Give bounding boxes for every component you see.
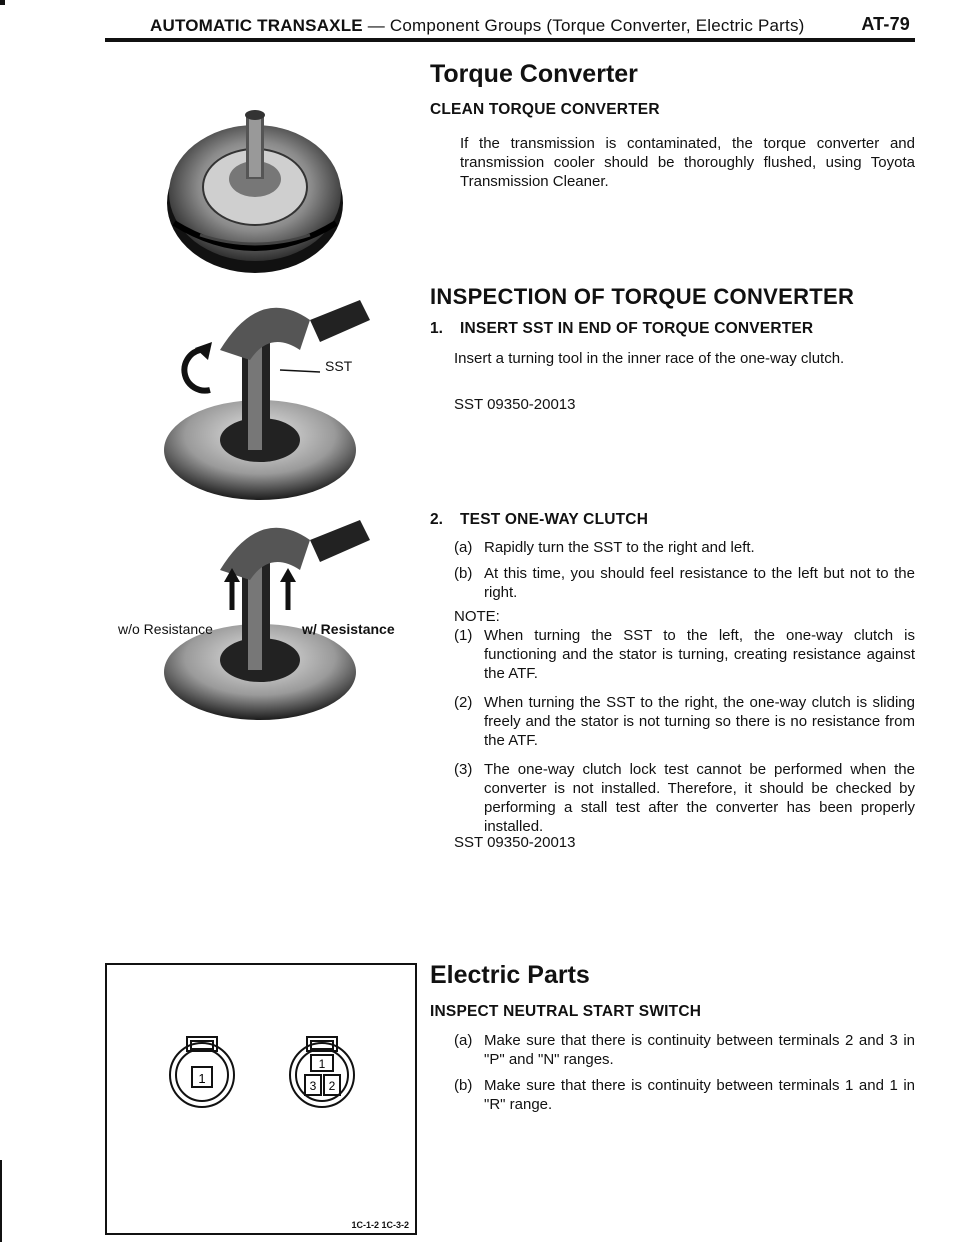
header-title <box>150 16 805 36</box>
clean-converter-text: If the transmission is contaminated, the torque converter and transmission cooler should be thoroughly flushed, using Toyota Transmission Cleaner. <box>460 135 915 190</box>
electric-item-a-block <box>454 1031 915 1069</box>
note-2 <box>454 693 915 750</box>
connector-caption: 1C-1-2 1C-3-2 <box>351 1220 409 1230</box>
neutral-start-switch-diagram <box>105 963 417 1235</box>
item-text: Rapidly turn the SST to the right and left. <box>484 539 755 556</box>
without-resistance-label: w/o Resistance <box>118 621 213 637</box>
item-text: At this time, you should feel resistance to the left but not to the right. <box>484 565 915 601</box>
item-label: (b) <box>454 565 473 582</box>
note-number: (2) <box>454 694 473 711</box>
electric-parts-section <box>430 961 915 990</box>
note-3-block <box>454 760 915 836</box>
torque-converter-section <box>430 60 915 89</box>
step-1-sst-block <box>454 395 915 414</box>
step-1-heading-row <box>430 320 915 338</box>
step-2-number: 2. <box>430 511 443 528</box>
clean-converter-text-block <box>460 134 915 191</box>
note-number: (3) <box>454 761 473 778</box>
step-2-item-b-block <box>454 564 915 602</box>
step-2-item-a-block <box>454 538 915 557</box>
sst-callout: SST <box>325 358 353 374</box>
page-number: AT-79 <box>861 14 910 34</box>
step-2 <box>430 511 915 529</box>
step-2-heading-row <box>430 511 915 529</box>
step-1-text: Insert a turning tool in the inner race of the one-way clutch. <box>454 350 845 367</box>
connector-right-terminal-2: 2 <box>328 1079 336 1093</box>
electric-item-b <box>454 1076 915 1114</box>
connector-right-terminal-1: 1 <box>318 1057 326 1071</box>
step-1 <box>430 320 915 338</box>
item-label: (b) <box>454 1077 473 1094</box>
note-1-block <box>454 626 915 683</box>
step-1-number: 1. <box>430 320 443 337</box>
note-text: The one-way clutch lock test cannot be performed when the converter is not installed. Therefore, it should be checked by performing a stall test after the converter has been properly installed. <box>484 761 915 835</box>
note-1 <box>454 626 915 683</box>
step-1-text-block <box>454 349 915 368</box>
note-label: NOTE: <box>454 608 500 625</box>
one-way-clutch-test-photo <box>160 510 390 720</box>
header-rule <box>105 38 915 42</box>
page-edge-line <box>0 1160 2 1242</box>
with-resistance-label: w/ Resistance <box>302 621 395 637</box>
step-1-sst: SST 09350-20013 <box>454 396 576 413</box>
section-title-torque-converter: Torque Converter <box>430 60 638 88</box>
electric-item-a <box>454 1031 915 1069</box>
section-title-electric-parts: Electric Parts <box>430 961 590 989</box>
neutral-switch-heading: INSPECT NEUTRAL START SWITCH <box>430 1003 702 1020</box>
step-2-item-b <box>454 564 915 602</box>
note-3 <box>454 760 915 836</box>
page-edge-mark <box>0 0 5 5</box>
step-1-heading: INSERT SST IN END OF TORQUE CONVERTER <box>460 320 814 337</box>
step-2-heading: TEST ONE-WAY CLUTCH <box>460 511 649 528</box>
neutral-switch-block <box>430 1003 915 1021</box>
step-2-sst: SST 09350-20013 <box>454 834 576 851</box>
clean-converter-heading: CLEAN TORQUE CONVERTER <box>430 101 660 118</box>
torque-converter-photo <box>160 95 350 285</box>
connector-drawing <box>107 965 415 1233</box>
connector-right-terminal-3: 3 <box>309 1079 317 1093</box>
note-2-block <box>454 693 915 750</box>
step-2-sst-block <box>454 833 915 852</box>
header-subtitle: Component Groups (Torque Converter, Electric Parts) <box>389 16 805 35</box>
note-label-block <box>454 607 915 626</box>
inspection-heading: INSPECTION OF TORQUE CONVERTER <box>430 284 855 309</box>
page-header <box>150 12 910 38</box>
connector-left-terminal-1: 1 <box>198 1071 206 1086</box>
item-label: (a) <box>454 1032 473 1049</box>
item-label: (a) <box>454 539 473 556</box>
item-text: Make sure that there is continuity between terminals 2 and 3 in "P" and "N" ranges. <box>484 1032 915 1068</box>
note-text: When turning the SST to the right, the one-way clutch is sliding freely and the stator is not turning so there is no resistance from the ATF. <box>484 694 915 749</box>
inspection-section <box>430 284 915 310</box>
note-number: (1) <box>454 627 473 644</box>
step-2-item-a <box>454 538 915 557</box>
header-section: AUTOMATIC TRANSAXLE <box>150 16 363 35</box>
clean-converter-block <box>430 101 915 119</box>
note-text: When turning the SST to the left, the one-way clutch is functioning and the stator is turning, creating resistance against the ATF. <box>484 627 915 682</box>
header-separator: — <box>367 16 385 35</box>
sst-insert-photo <box>160 290 390 500</box>
electric-item-b-block <box>454 1076 915 1114</box>
item-text: Make sure that there is continuity between terminals 1 and 1 in "R" range. <box>484 1077 915 1113</box>
